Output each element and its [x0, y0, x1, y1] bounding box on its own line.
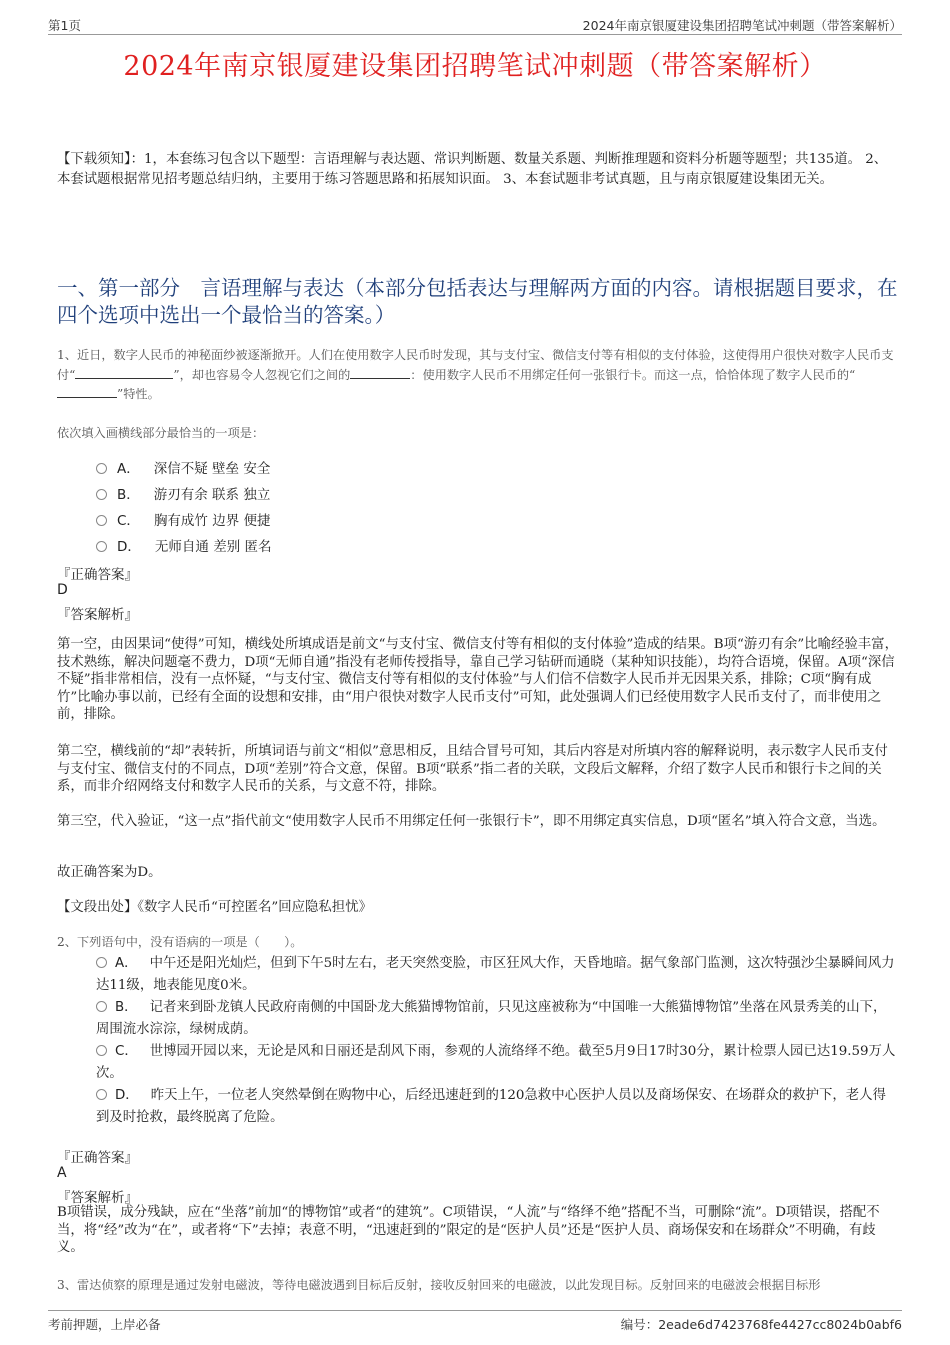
q1-analysis-para-1: 第一空，由因果词“使得”可知，横线处所填成语是前文“与支付宝、微信支付等有相似的支付体验”造成的结果。B项“游刃有余”比喻经验丰富，技术熟练，解决问题毫不费力，D项“无师自通”指没有老师传授指导，靠自己学习钻研而通晓（某种知识技能），均符合语境，保留。A项“深信不疑”指非常相信，没有一点怀疑，“与支付宝、微信支付等有相似的支付体验”与人们信不信数字人民币并无因果关系，排除；C项“胸有成竹”比喻办事以前，已经有全面的设想和安排，由“用户很快对数字人民币支付”可知，此处强调人们已经使用数字人民币支付了，而非使用之前，排除。: [57, 637, 898, 722]
page-header: [48, 14, 902, 35]
q1-option-c[interactable]: C． 胸有成竹 边界 便捷: [96, 509, 271, 529]
download-notice: 【下载须知】：1，本套练习包含以下题型：言语理解与表达题、常识判断题、数量关系题、判断推理题和资料分析题等题型；共135道。 2、本套试题根据常见招考题总结归纳，主要用于练习答题思路和拓展知识面。 3、本套试题非考试真题，且与南京银厦建设集团无关。: [57, 152, 888, 187]
page-number: 第1页: [48, 18, 81, 33]
q1-source: 【文段出处】《数字人民币“可控匿名”回应隐私担忧》: [57, 900, 372, 915]
blank-3: [57, 386, 117, 398]
q1-correct-label: 『正确答案』: [57, 567, 138, 583]
radio-icon[interactable]: [96, 541, 107, 552]
q1-analysis-para-3: 第三空，代入验证，“这一点”指代前文“使用数字人民币不用绑定任何一张银行卡”，即不用绑定真实信息，D项“匿名”填入符合文意，当选。: [57, 814, 886, 829]
header-doc-title: 2024年南京银厦建设集团招聘笔试冲刺题（带答案解析）: [582, 18, 902, 33]
question-2-stem: 2、下列语句中，没有语病的一项是（ ）。: [57, 935, 303, 949]
radio-icon[interactable]: [96, 515, 107, 526]
q2-option-c[interactable]: C． 世博园开园以来，无论是风和日丽还是刮风下雨，参观的人流络绎不绝。截至5月9日17时30分，累计检票人园已达19.59万人次。: [96, 1044, 896, 1081]
section-heading: 一、第一部分 言语理解与表达（本部分包括表达与理解两方面的内容。请根据题目要求，在四个选项中选出一个最恰当的答案。）: [57, 276, 898, 327]
question-1-stem: 1、近日，数字人民币的神秘面纱被逐渐掀开。人们在使用数字人民币时发现，其与支付宝、微信支付等有相似的支付体验，这使得用户很快对数字人民币支付“ ”，却也容易令人忽视它们之间的 ：使用数字人民币不用绑定任何一张银行卡。而这一点，恰恰体现了数字人民币的“”特性。: [57, 348, 894, 401]
q2-option-b[interactable]: B． 记者来到卧龙镇人民政府南侧的中国卧龙大熊猫博物馆前，只见这座被称为“中国唯一大熊猫博物馆”坐落在风景秀美的山下，周围流水淙淙，绿树成荫。: [96, 1000, 887, 1037]
radio-icon[interactable]: [96, 1001, 107, 1012]
q1-option-d[interactable]: D． 无师自通 差别 匿名: [96, 535, 272, 555]
radio-icon[interactable]: [96, 1045, 107, 1056]
q2-correct-label: 『正确答案』: [57, 1150, 138, 1166]
question-3-stem: 3、雷达侦察的原理是通过发射电磁波，等待电磁波遇到目标后反射，接收反射回来的电磁波，以此发现目标。反射回来的电磁波会根据目标形: [57, 1278, 821, 1292]
q1-option-a[interactable]: A． 深信不疑 壁垒 安全: [96, 457, 270, 477]
q1-analysis-para-4: 故正确答案为D。: [57, 865, 162, 880]
footer-slogan: 考前押题，上岸必备: [48, 1317, 161, 1332]
q2-answer: A: [57, 1165, 67, 1181]
blank-1: [75, 367, 173, 379]
q2-option-a[interactable]: A． 中午还是阳光灿烂，但到下午5时左右，老天突然变脸，市区狂风大作，天昏地暗。据气象部门监测，这次特强沙尘暴瞬间风力达11级，地表能见度0米。: [96, 956, 895, 993]
blank-2: [350, 367, 410, 379]
radio-icon[interactable]: [96, 463, 107, 474]
q2-analysis-label: 『答案解析』: [57, 1190, 138, 1206]
q1-answer: D: [57, 582, 68, 598]
q2-option-d[interactable]: D． 昨天上午，一位老人突然晕倒在购物中心，后经迅速赶到的120急救中心医护人员以及商场保安、在场群众的救护下，老人得到及时抢救，最终脱离了危险。: [96, 1088, 886, 1125]
q1-analysis-para-2: 第二空，横线前的“却”表转折，所填词语与前文“相似”意思相反，且结合冒号可知，其后内容是对所填内容的解释说明，表示数字人民币支付与支付宝、微信支付的不同点，D项“差别”符合文意，保留。B项“联系”指二者的关联，文段后文解释，介绍了数字人民币和银行卡之间的关系，而非介绍网络支付和数字人民币的关系，与文意不符，排除。: [57, 744, 888, 794]
q1-option-b[interactable]: B． 游刃有余 联系 独立: [96, 483, 270, 503]
radio-icon[interactable]: [96, 489, 107, 500]
page-footer: [48, 1310, 902, 1332]
q1-analysis-label: 『答案解析』: [57, 607, 138, 623]
radio-icon[interactable]: [96, 957, 107, 968]
footer-serial: 编号：2eade6d7423768fe4427cc8024b0abf6: [620, 1317, 902, 1332]
q2-analysis: B项错误，成分残缺，应在“坐落”前加“的博物馆”或者“的建筑”。C项错误，“人流”与“络绎不绝”搭配不当，可删除“流”。D项错误，搭配不当，将“经”改为“在”，或者将“下”去掉；表意不明，“迅速赶到的”限定的是“医护人员”还是“医护人员、商场保安和在场群众”不明确，有歧义。: [57, 1205, 880, 1255]
question-1-prompt: 依次填入画横线部分最恰当的一项是：: [57, 426, 265, 440]
radio-icon[interactable]: [96, 1089, 107, 1100]
document-title: 2024年南京银厦建设集团招聘笔试冲刺题（带答案解析）: [123, 51, 827, 82]
